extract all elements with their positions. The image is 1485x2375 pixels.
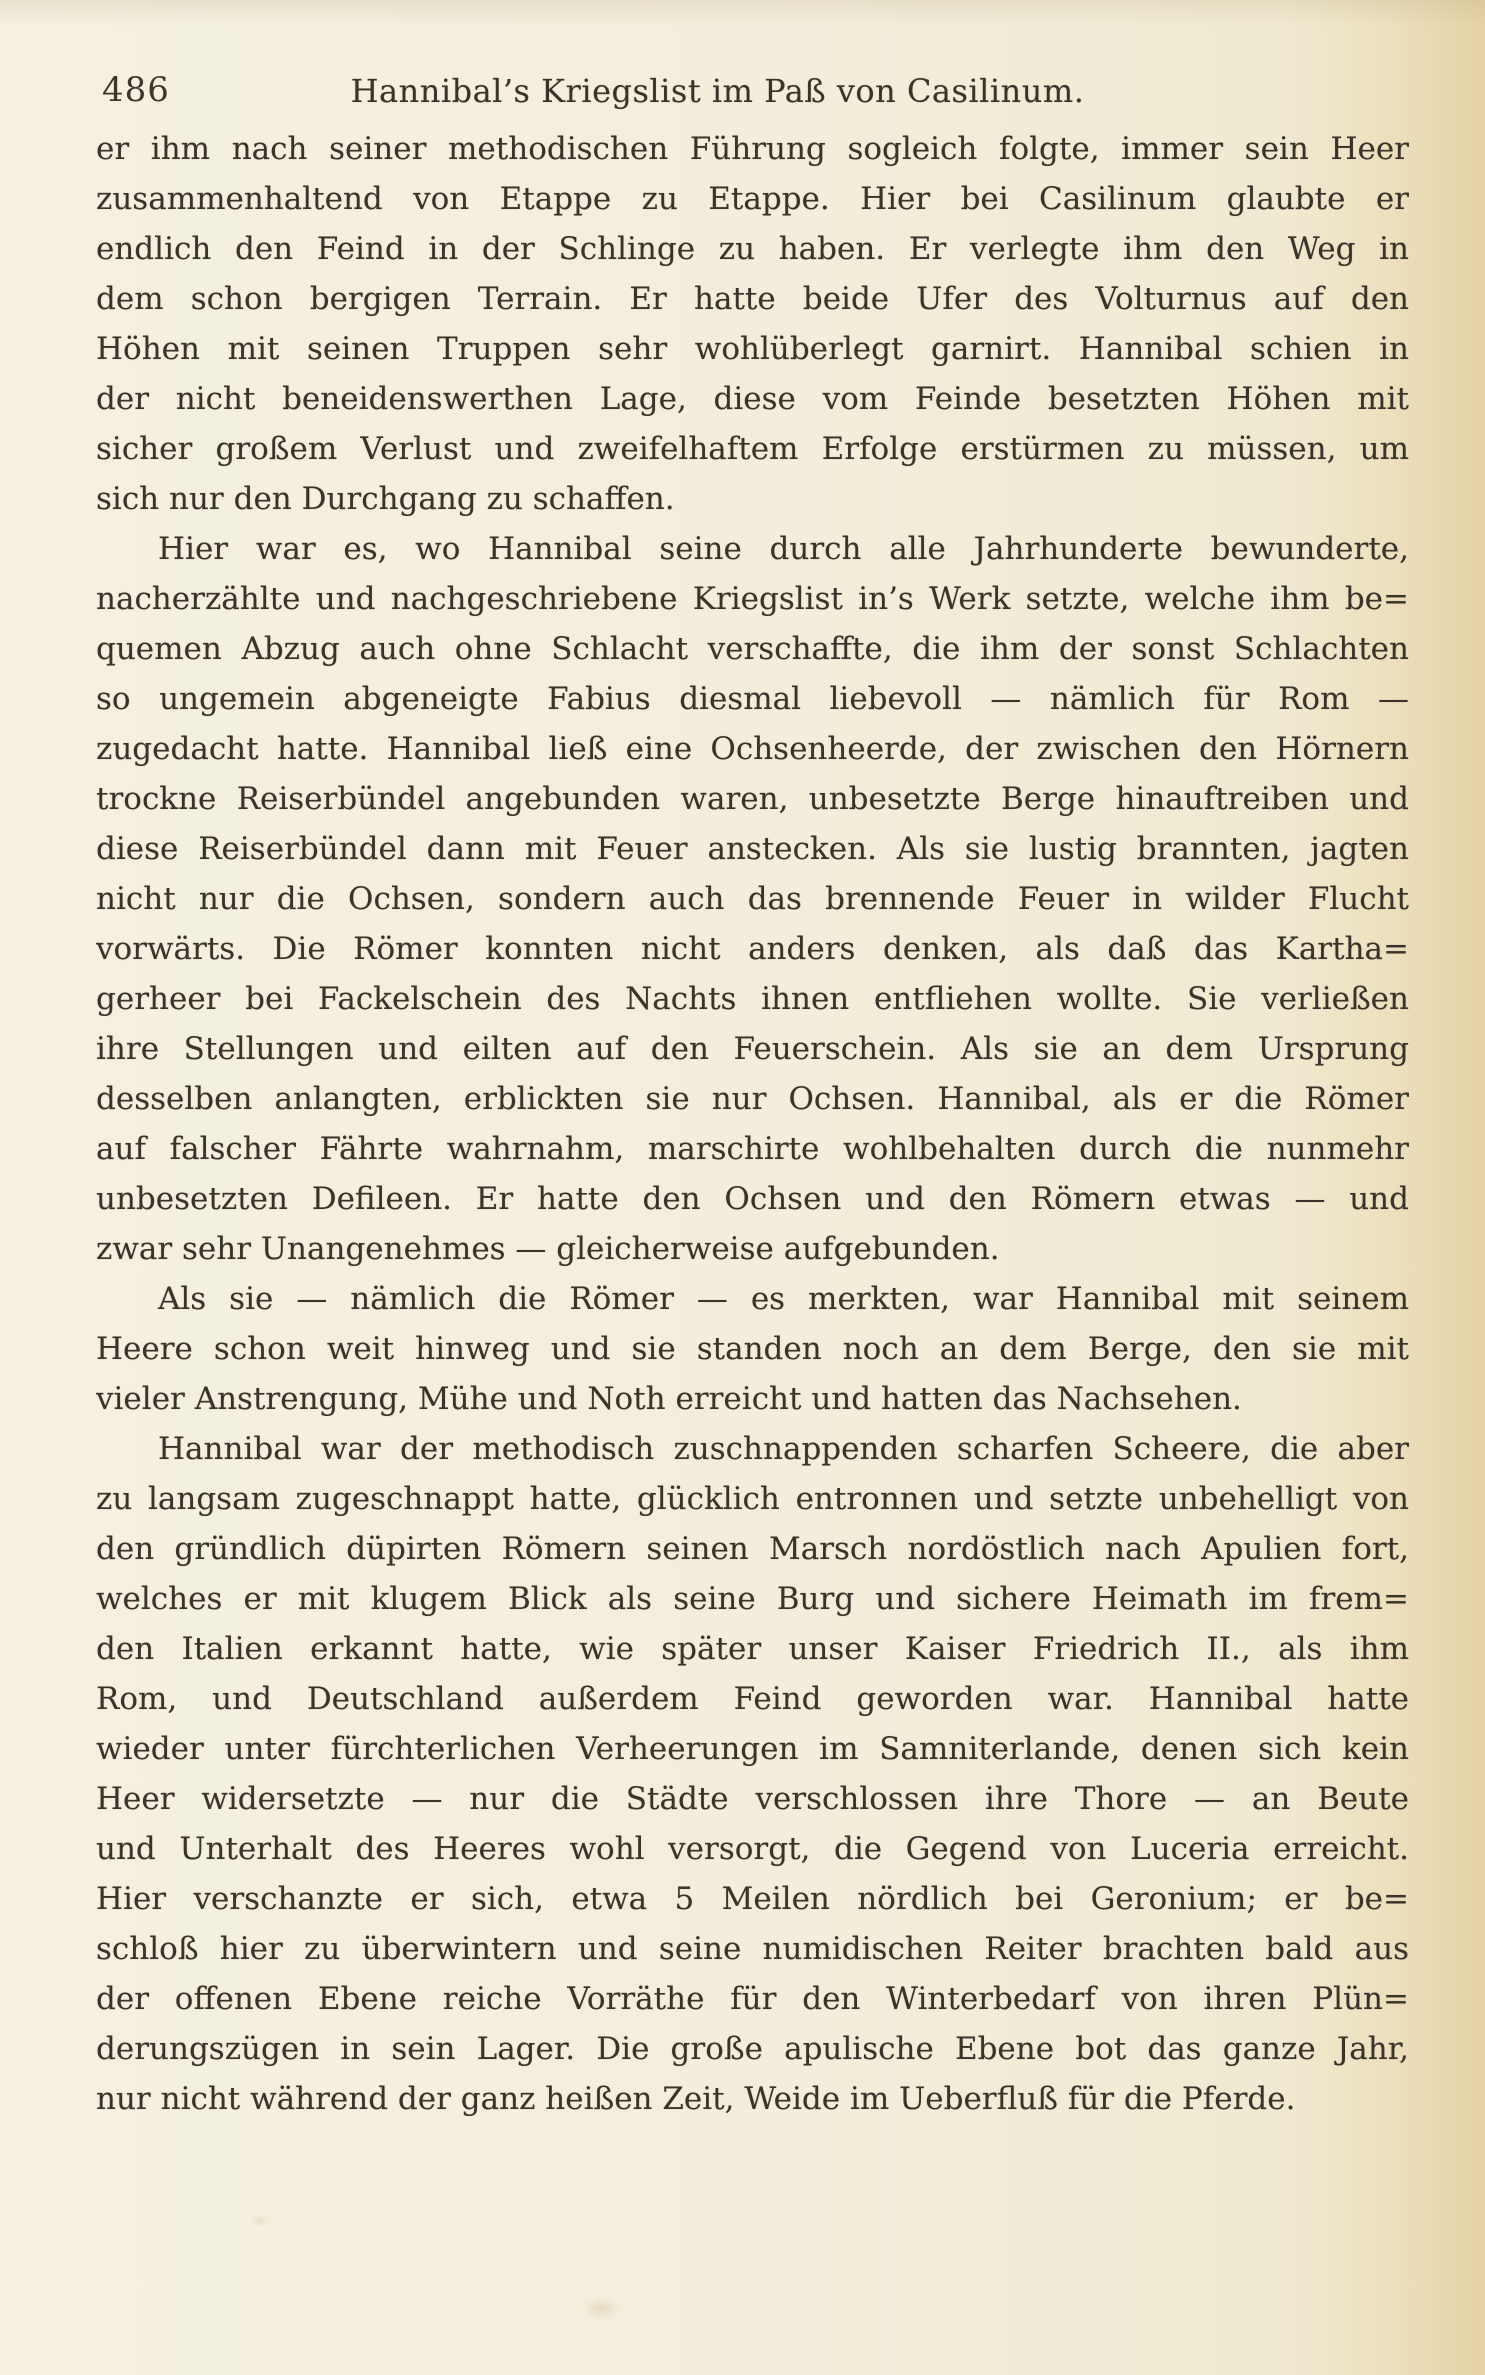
text-line: wieder unter fürchterlichen Verheerungen im Samniterlande, denen sich kein: [96, 1731, 1409, 1767]
text-line: sicher großem Verlust und zweifelhaftem Erfolge erstürmen zu müssen, um: [96, 431, 1409, 467]
text-line: nur nicht während der ganz heißen Zeit, Weide im Ueberfluß für die Pferde.: [96, 2081, 1296, 2117]
text-line: nicht nur die Ochsen, sondern auch das brennende Feuer in wilder Flucht: [96, 881, 1409, 917]
text-line: Rom, und Deutschland außerdem Feind geworden war. Hannibal hatte: [96, 1681, 1409, 1717]
text-line: zwar sehr Unangenehmes — gleicherweise aufgebunden.: [96, 1231, 1000, 1267]
text-line: den gründlich düpirten Römern seinen Marsch nordöstlich nach Apulien fort,: [96, 1531, 1409, 1567]
text-line: welches er mit klugem Blick als seine Burg und sichere Heimath im frem=: [96, 1581, 1409, 1617]
text-line: Höhen mit seinen Truppen sehr wohlüberlegt garnirt. Hannibal schien in: [96, 331, 1409, 367]
running-header: [96, 68, 1409, 112]
text-line: endlich den Feind in der Schlinge zu haben. Er verlegte ihm den Weg in: [96, 231, 1409, 267]
text-line: ihre Stellungen und eilten auf den Feuerschein. Als sie an dem Ursprung: [96, 1031, 1409, 1067]
text-line: sich nur den Durchgang zu schaffen.: [96, 481, 675, 517]
text-line: der offenen Ebene reiche Vorräthe für den Winterbedarf von ihren Plün=: [96, 1981, 1409, 2017]
text-line: vieler Anstrengung, Mühe und Noth erreicht und hatten das Nachsehen.: [96, 1381, 1242, 1417]
text-line: Hannibal war der methodisch zuschnappenden scharfen Scheere, die aber: [158, 1431, 1409, 1467]
text-line: quemen Abzug auch ohne Schlacht verschaffte, die ihm der sonst Schlachten: [96, 631, 1409, 667]
text-line: Hier war es, wo Hannibal seine durch alle Jahrhunderte bewunderte,: [158, 531, 1409, 567]
text-line: trockne Reiserbündel angebunden waren, unbesetzte Berge hinauftreiben und: [96, 781, 1409, 817]
text-line: derungszügen in sein Lager. Die große apulische Ebene bot das ganze Jahr,: [96, 2031, 1409, 2067]
text-line: er ihm nach seiner methodischen Führung sogleich folgte, immer sein Heer: [96, 131, 1409, 167]
paragraph: [96, 124, 1409, 524]
text-line: Hier verschanzte er sich, etwa 5 Meilen nördlich bei Geronium; er be=: [96, 1881, 1409, 1917]
paragraph: [96, 1274, 1409, 1424]
text-line: diese Reiserbündel dann mit Feuer anstecken. Als sie lustig brannten, jagten: [96, 831, 1409, 867]
text-line: zusammenhaltend von Etappe zu Etappe. Hier bei Casilinum glaubte er: [96, 181, 1409, 217]
text-line: so ungemein abgeneigte Fabius diesmal liebevoll — nämlich für Rom —: [96, 681, 1409, 717]
text-line: und Unterhalt des Heeres wohl versorgt, die Gegend von Luceria erreicht.: [96, 1831, 1409, 1867]
running-title: Hannibal’s Kriegslist im Paß von Casilinum.: [350, 72, 1085, 110]
text-line: auf falscher Fährte wahrnahm, marschirte wohlbehalten durch die nunmehr: [96, 1131, 1409, 1167]
text-line: schloß hier zu überwintern und seine numidischen Reiter brachten bald aus: [96, 1931, 1409, 1967]
text-line: zugedacht hatte. Hannibal ließ eine Ochsenheerde, der zwischen den Hörnern: [96, 731, 1409, 767]
text-line: Heere schon weit hinweg und sie standen noch an dem Berge, den sie mit: [96, 1331, 1409, 1367]
text-line: unbesetzten Defileen. Er hatte den Ochsen und den Römern etwas — und: [96, 1181, 1409, 1217]
text-line: der nicht beneidenswerthen Lage, diese vom Feinde besetzten Höhen mit: [96, 381, 1409, 417]
text-line: desselben anlangten, erblickten sie nur Ochsen. Hannibal, als er die Römer: [96, 1081, 1409, 1117]
text-line: den Italien erkannt hatte, wie später unser Kaiser Friedrich II., als ihm: [96, 1631, 1409, 1667]
paragraph: [96, 524, 1409, 1274]
text-line: Als sie — nämlich die Römer — es merkten, war Hannibal mit seinem: [158, 1281, 1409, 1317]
text-line: nacherzählte und nachgeschriebene Kriegslist in’s Werk setzte, welche ihm be=: [96, 581, 1409, 617]
text-line: zu langsam zugeschnappt hatte, glücklich entronnen und setzte unbehelligt von: [96, 1481, 1409, 1517]
text-block: [96, 124, 1409, 2124]
text-line: Heer widersetzte — nur die Städte verschlossen ihre Thore — an Beute: [96, 1781, 1409, 1817]
text-line: dem schon bergigen Terrain. Er hatte beide Ufer des Volturnus auf den: [96, 281, 1409, 317]
text-line: vorwärts. Die Römer konnten nicht anders denken, als daß das Kartha=: [96, 931, 1409, 967]
text-line: gerheer bei Fackelschein des Nachts ihnen entfliehen wollte. Sie verließen: [96, 981, 1409, 1017]
paragraph: [96, 1424, 1409, 2124]
page-number: 486: [102, 70, 170, 110]
